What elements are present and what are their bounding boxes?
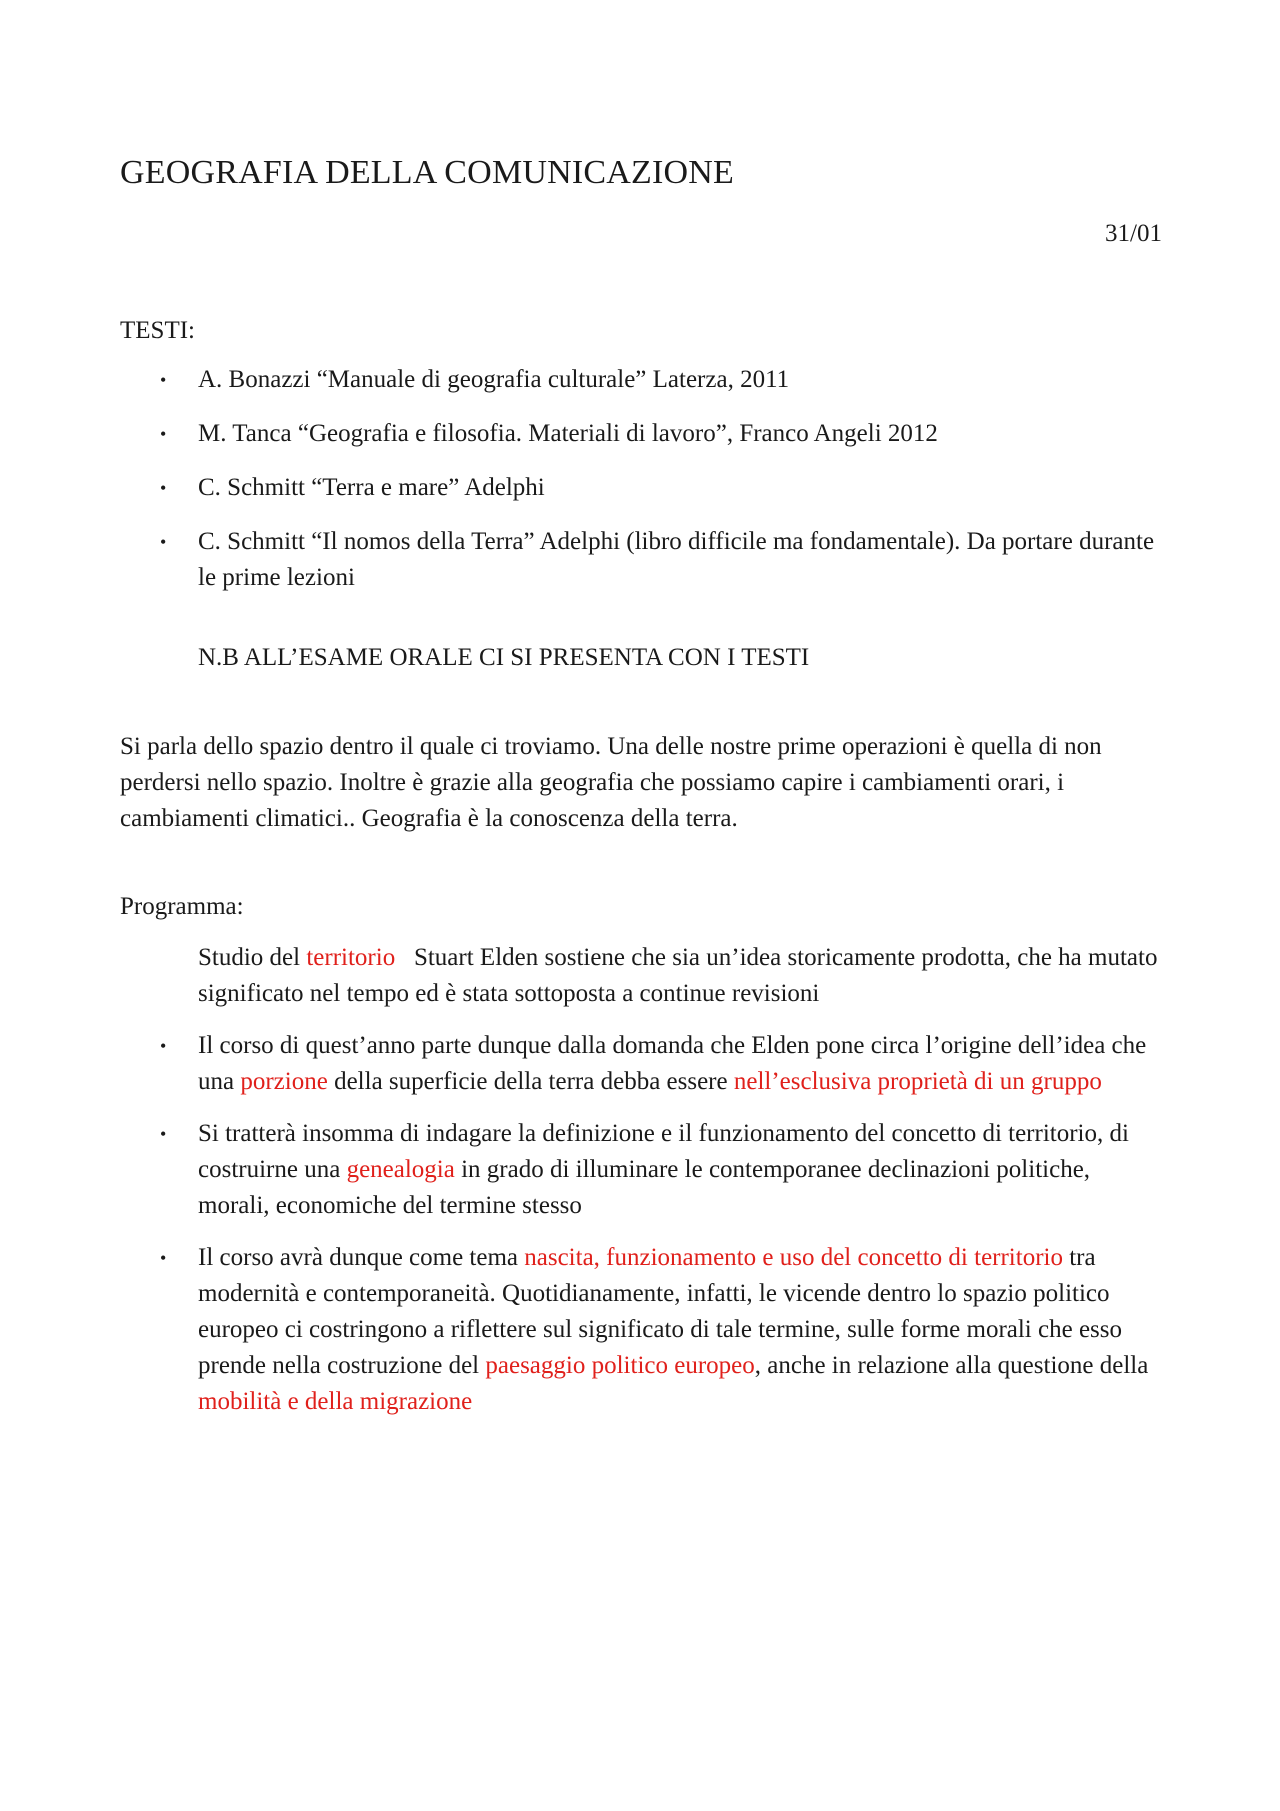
- book-text: C. Schmitt “Il nomos della Terra” Adelphi (libro difficile ma fondamentale). Da portare durante le prime lezioni: [198, 528, 1155, 591]
- book-text: M. Tanca “Geografia e filosofia. Materiali di lavoro”, Franco Angeli 2012: [198, 420, 938, 447]
- bullet-icon: •: [160, 424, 167, 444]
- highlight-text: mobilità e della migrazione: [198, 1388, 473, 1415]
- item-text: Il corso di quest’anno parte dunque dalla domanda che Elden pone circa l’origine dell’idea che una: [198, 1032, 1147, 1095]
- book-text: C. Schmitt “Terra e mare” Adelphi: [198, 474, 545, 501]
- highlight-text: nascita, funzionamento e uso del concetto di territorio: [524, 1244, 1063, 1271]
- highlight-text: porzione: [240, 1068, 328, 1095]
- intro-paragraph: Si parla dello spazio dentro il quale ci troviamo. Una delle nostre prime operazioni è quella di non perdersi nello spazio. Inoltre è grazie alla geografia che possiamo capire i cambiamenti orari, i cambiamenti climatici.. Geografia è la conoscenza della terra.: [120, 733, 1102, 832]
- list-item: [120, 524, 1162, 596]
- list-item: [120, 1028, 1162, 1100]
- list-item: [120, 362, 1162, 398]
- item-text: in grado di illuminare le contemporanee declinazioni politiche, morali, economiche del termine stesso: [198, 1156, 1091, 1219]
- highlight-text: genealogia: [346, 1156, 455, 1183]
- list-item: [120, 940, 1162, 1012]
- list-item: [120, 1240, 1162, 1420]
- bullet-icon: •: [160, 1124, 167, 1144]
- programma-heading: Programma:: [120, 893, 244, 920]
- bullet-icon: •: [160, 1036, 167, 1056]
- list-item: [120, 470, 1162, 506]
- item-text: Stuart Elden sostiene che sia un’idea storicamente prodotta, che ha mutato significato nel tempo ed è stata sottoposta a continue revisioni: [198, 944, 1164, 1007]
- item-text: , anche in relazione alla questione della: [754, 1352, 1149, 1379]
- item-text: Il corso avrà dunque come tema: [198, 1244, 525, 1271]
- item-text: tra modernità e contemporaneità. Quotidianamente, infatti, le vicende dentro lo spazio politico europeo ci costringono a riflettere sul significato di tale termine, sulle forme morali che esso prende nella costruzione del: [198, 1244, 1122, 1379]
- book-list: [120, 362, 1162, 596]
- bullet-icon: •: [160, 1248, 167, 1268]
- bullet-icon: •: [160, 478, 167, 498]
- item-text: Studio del: [198, 944, 307, 971]
- list-item: [120, 1116, 1162, 1224]
- item-text: Si tratterà insomma di indagare la definizione e il funzionamento del concetto di territorio, di costruirne una: [198, 1120, 1129, 1183]
- programma-list: [120, 940, 1162, 1420]
- highlight-text: paesaggio politico europeo: [485, 1352, 755, 1379]
- bullet-icon: •: [160, 370, 167, 390]
- document-title: GEOGRAFIA DELLA COMUNICAZIONE: [120, 154, 734, 191]
- list-item: [120, 416, 1162, 452]
- book-text: A. Bonazzi “Manuale di geografia culturale” Laterza, 2011: [198, 366, 790, 393]
- item-text: della superficie della terra debba essere: [327, 1068, 734, 1095]
- exam-note: N.B ALL’ESAME ORALE CI SI PRESENTA CON I TESTI: [198, 644, 810, 671]
- testi-heading: TESTI:: [120, 317, 195, 344]
- bullet-icon: •: [160, 532, 167, 552]
- document-date: 31/01: [1105, 220, 1162, 247]
- highlight-text: nell’esclusiva proprietà di un gruppo: [733, 1068, 1102, 1095]
- highlight-text: territorio: [306, 944, 396, 971]
